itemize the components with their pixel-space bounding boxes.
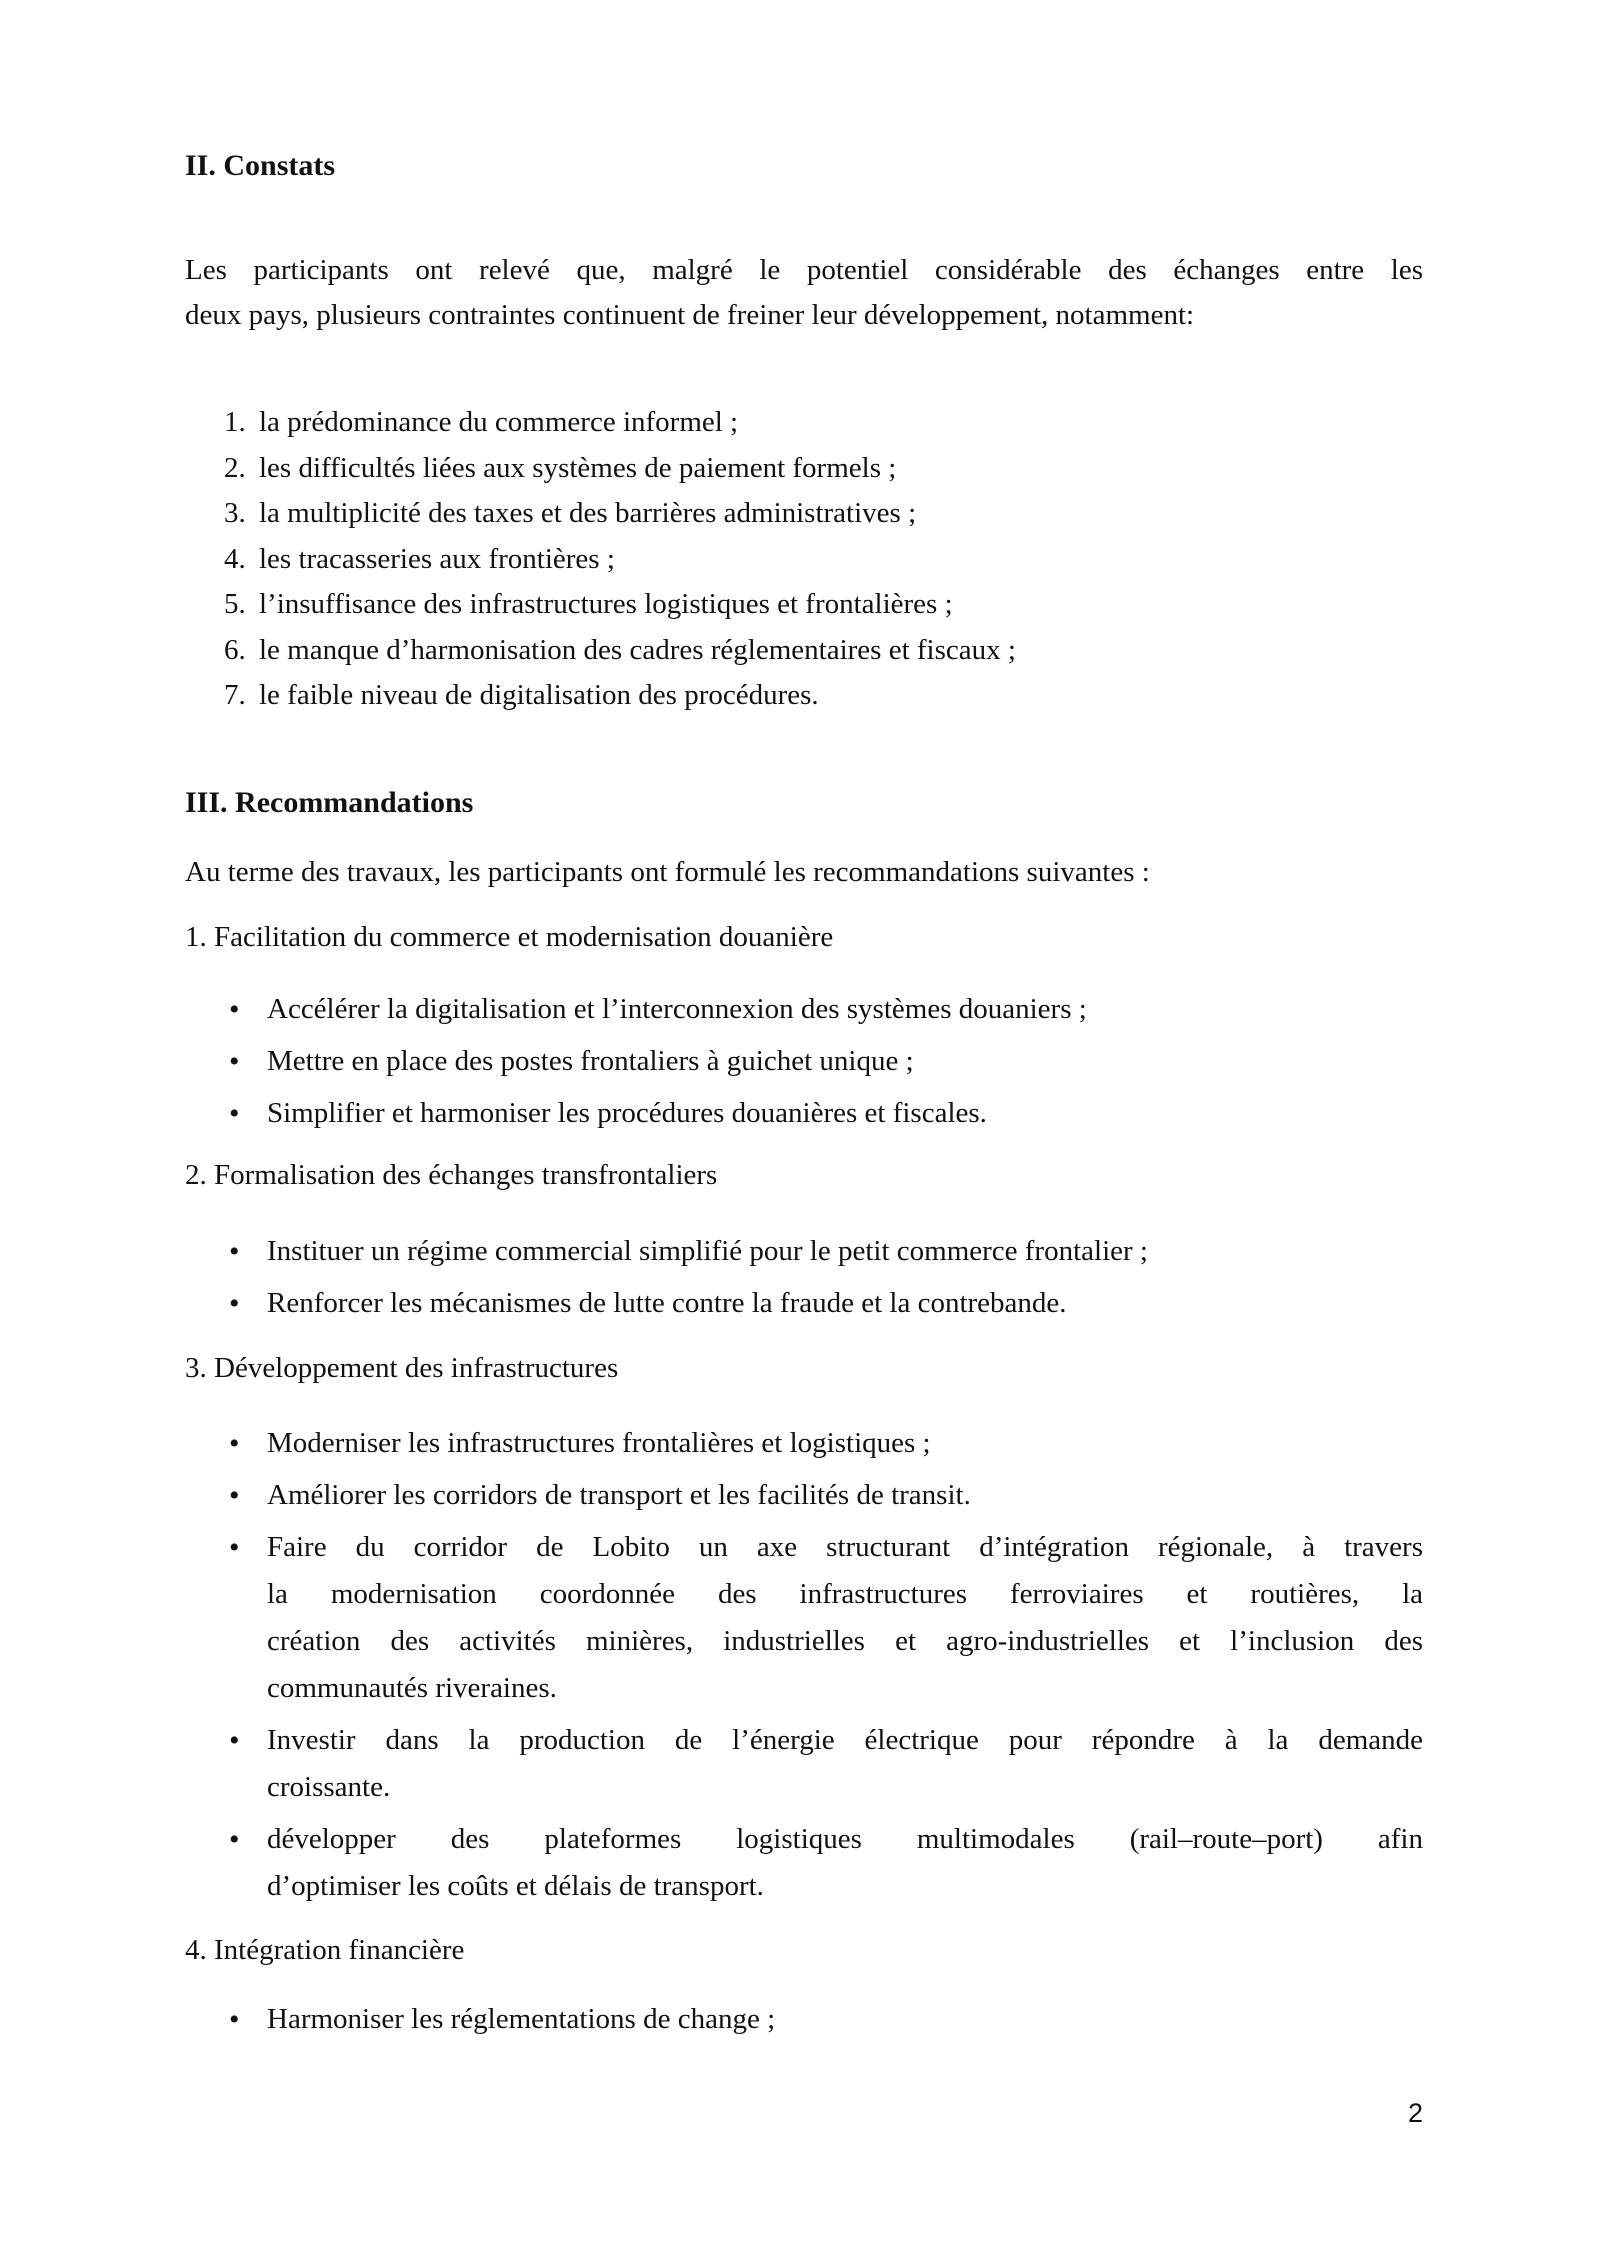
constats-intro-paragraph bbox=[185, 248, 1423, 338]
bullet-item bbox=[185, 1472, 1423, 1519]
bullet-text-line: croissante. bbox=[267, 1770, 391, 1803]
bullet-icon: • bbox=[229, 1286, 240, 1320]
list-item-number: 7. bbox=[224, 679, 246, 711]
list-item bbox=[185, 582, 1423, 628]
bullet-icon: • bbox=[229, 2002, 240, 2036]
bullet-list-infrastructures bbox=[185, 1420, 1423, 1910]
list-item-number: 5. bbox=[224, 588, 246, 620]
list-item bbox=[185, 673, 1423, 719]
paragraph-line: deux pays, plusieurs contraintes continuent de freiner leur développement, notamment: bbox=[185, 299, 1195, 331]
bullet-list-facilitation bbox=[185, 986, 1423, 1137]
list-item bbox=[185, 537, 1423, 583]
bullet-text: Simplifier et harmoniser les procédures douanières et fiscales. bbox=[267, 1096, 987, 1129]
bullet-item bbox=[185, 1280, 1423, 1327]
bullet-text-line: d’optimiser les coûts et délais de transport. bbox=[267, 1869, 764, 1902]
bullet-text: Améliorer les corridors de transport et les facilités de transit. bbox=[267, 1478, 971, 1511]
bullet-item bbox=[185, 986, 1423, 1033]
list-item-text: le faible niveau de digitalisation des procédures. bbox=[259, 679, 819, 711]
bullet-list-formalisation bbox=[185, 1228, 1423, 1327]
bullet-icon: • bbox=[229, 1723, 240, 1757]
bullet-item bbox=[185, 1228, 1423, 1275]
list-item-number: 2. bbox=[224, 451, 246, 484]
bullet-text: Accélérer la digitalisation et l’interconnexion des systèmes douaniers ; bbox=[267, 992, 1087, 1025]
bullet-text-line: la modernisation coordonnée des infrastructures ferroviaires et routières, la bbox=[267, 1577, 1423, 1610]
bullet-text: Harmoniser les réglementations de change ; bbox=[267, 2002, 776, 2035]
bullet-text: Mettre en place des postes frontaliers à guichet unique ; bbox=[267, 1044, 914, 1077]
group-title-infrastructures: 3. Développement des infrastructures bbox=[185, 1351, 619, 1384]
list-item bbox=[185, 400, 1423, 446]
bullet-icon: • bbox=[229, 1234, 240, 1268]
bullet-icon: • bbox=[229, 1044, 240, 1078]
section-heading-recommandations: III. Recommandations bbox=[185, 785, 474, 819]
bullet-text-line: Faire du corridor de Lobito un axe structurant d’intégration régionale, à travers bbox=[267, 1530, 1423, 1563]
list-item bbox=[185, 628, 1423, 674]
list-item-text: l’insuffisance des infrastructures logistiques et frontalières ; bbox=[259, 588, 953, 620]
bullet-item bbox=[185, 1996, 1423, 2043]
list-item-text: le manque d’harmonisation des cadres réglementaires et fiscaux ; bbox=[259, 633, 1016, 666]
bullet-icon: • bbox=[229, 1478, 240, 1512]
list-item-text: la prédominance du commerce informel ; bbox=[259, 406, 739, 438]
bullet-item bbox=[185, 1524, 1423, 1712]
bullet-text: Instituer un régime commercial simplifié pour le petit commerce frontalier ; bbox=[267, 1234, 1148, 1267]
bullet-text: Moderniser les infrastructures frontalières et logistiques ; bbox=[267, 1426, 931, 1459]
constats-numbered-list bbox=[185, 400, 1423, 719]
bullet-text-line: développer des plateformes logistiques multimodales (rail–route–port) afin bbox=[267, 1822, 1423, 1855]
bullet-item bbox=[185, 1717, 1423, 1811]
list-item bbox=[185, 446, 1423, 492]
paragraph-line: Les participants ont relevé que, malgré le potentiel considérable des échanges entre les bbox=[185, 254, 1423, 286]
list-item-text: les tracasseries aux frontières ; bbox=[259, 542, 615, 575]
bullet-text-line: communautés riveraines. bbox=[267, 1671, 557, 1704]
bullet-item bbox=[185, 1090, 1423, 1137]
list-item-number: 1. bbox=[224, 406, 246, 438]
recommandations-intro: Au terme des travaux, les participants ont formulé les recommandations suivantes : bbox=[185, 855, 1150, 888]
bullet-item bbox=[185, 1420, 1423, 1467]
bullet-icon: • bbox=[229, 1822, 240, 1856]
bullet-item bbox=[185, 1038, 1423, 1085]
bullet-icon: • bbox=[229, 1530, 240, 1564]
list-item-number: 4. bbox=[224, 542, 246, 575]
bullet-text: Renforcer les mécanismes de lutte contre la fraude et la contrebande. bbox=[267, 1286, 1067, 1319]
list-item-number: 3. bbox=[224, 497, 246, 529]
bullet-icon: • bbox=[229, 1426, 240, 1460]
bullet-icon: • bbox=[229, 992, 240, 1026]
list-item-text: les difficultés liées aux systèmes de paiement formels ; bbox=[259, 451, 897, 484]
bullet-icon: • bbox=[229, 1096, 240, 1130]
page-number: 2 bbox=[1407, 2098, 1423, 2128]
bullet-list-integration-financiere bbox=[185, 1996, 1423, 2043]
bullet-item bbox=[185, 1816, 1423, 1910]
section-heading-constats: II. Constats bbox=[185, 149, 336, 182]
group-title-formalisation: 2. Formalisation des échanges transfrontaliers bbox=[185, 1158, 718, 1191]
list-item bbox=[185, 491, 1423, 537]
group-title-integration-financiere: 4. Intégration financière bbox=[185, 1933, 465, 1966]
bullet-text-line: Investir dans la production de l’énergie électrique pour répondre à la demande bbox=[267, 1723, 1423, 1756]
list-item-text: la multiplicité des taxes et des barrières administratives ; bbox=[259, 497, 917, 529]
group-title-facilitation: 1. Facilitation du commerce et modernisation douanière bbox=[185, 920, 834, 953]
list-item-number: 6. bbox=[224, 633, 246, 666]
bullet-text-line: création des activités minières, industrielles et agro-industrielles et l’inclusion des bbox=[267, 1624, 1423, 1657]
